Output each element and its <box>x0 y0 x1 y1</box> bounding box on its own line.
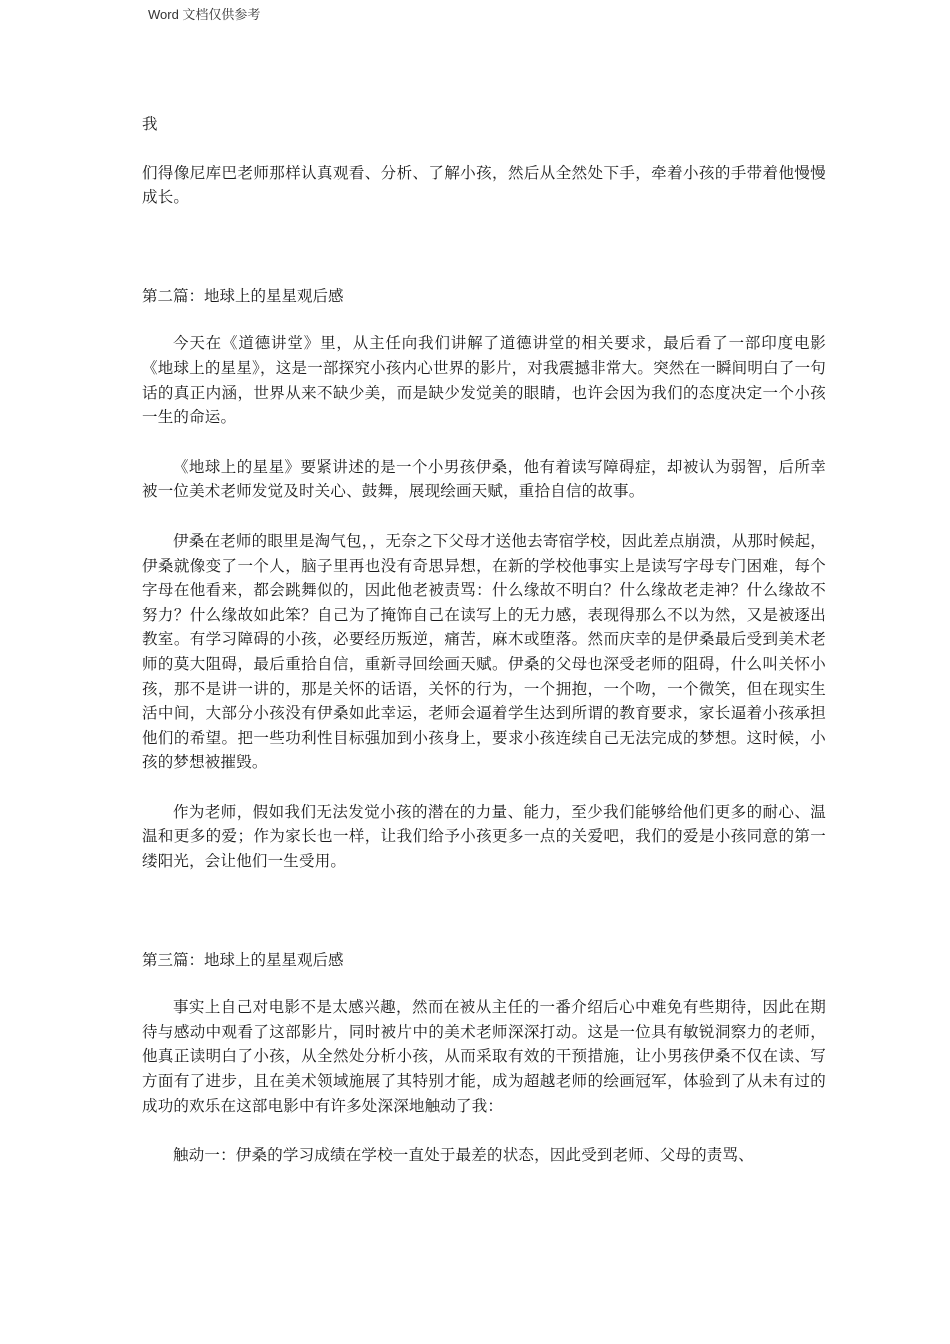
section2-paragraph-1: 今天在《道德讲堂》里，从主任向我们讲解了道德讲堂的相关要求，最后看了一部印度电影《地球上的星星》，这是一部探究小孩内心世界的影片，对我震撼非常大。突然在一瞬间明白了一句话的真正内涵，世界从来不缺少美，而是缺少发觉美的眼睛，也许会因为我们的态度决定一个小孩一生的命运。 <box>142 334 826 427</box>
section3-paragraph-2: 触动一：伊桑的学习成绩在学校一直处于最差的状态，因此受到老师、父母的责骂、 <box>173 1146 754 1165</box>
section2-paragraph-2: 《地球上的星星》要紧讲述的是一个小男孩伊桑，他有着读写障碍症，却被认为弱智，后所幸被一位美术老师发觉及时关心、鼓舞，展现绘画天赋，重拾自信的故事。 <box>142 457 826 501</box>
document-body <box>142 112 826 1168</box>
section2-paragraph-3: 伊桑在老师的眼里是淘气包，，无奈之下父母才送他去寄宿学校，因此差点崩溃，从那时候起，伊桑就像变了一个人，脑子里再也没有奇思异想，在新的学校他事实上是读写字母专门困难，每个字母在他看来，都会跳舞似的，因此他老被责骂：什么缘故不明白？什么缘故老走神？什么缘故不努力？什么缘故如此笨？自己为了掩饰自己在读写上的无力感，表现得那么不以为然，又是被逐出教室。有学习障碍的小孩，必要经历叛逆，痛苦，麻木或堕落。然而庆幸的是伊桑最后受到美术老师的莫大阻碍，最后重拾自信，重新寻回绘画天赋。伊桑的父母也深受老师的阻碍，什么叫关怀小孩，那不是讲一讲的，那是关怀的话语，关怀的行为，一个拥抱，一个吻，一个微笑，但在现实生活中间，大部分小孩没有伊桑如此幸运，老师会逼着学生达到所谓的教育要求，家长逼着小孩承担他们的希望。把一些功利性目标强加到小孩身上，要求小孩连续自己无法完成的梦想。这时候，小孩的梦想被摧毁。 <box>142 531 826 772</box>
section2-paragraph-4: 作为老师，假如我们无法发觉小孩的潜在的力量、能力，至少我们能够给他们更多的耐心、温温和更多的爱；作为家长也一样，让我们给予小孩更多一点的关爱吧，我们的爱是小孩同意的第一缕阳光，会让他们一生受用。 <box>142 802 826 871</box>
header-note: Word 文档仅供参考 <box>148 7 261 22</box>
section2-title: 第二篇：地球上的星星观后感 <box>142 286 344 305</box>
section3-paragraph-1: 事实上自己对电影不是太感兴趣，然而在被从主任的一番介绍后心中难免有些期待，因此在期待与感动中观看了这部影片，同时被片中的美术老师深深打动。这是一位具有敏锐洞察力的老师，他真正读明白了小孩，从全然处分析小孩，从而采取有效的干预措施，让小男孩伊桑不仅在读、写方面有了进步，且在美术领域施展了其特别才能，成为超越老师的绘画冠军，体验到了从未有过的成功的欢乐在这部电影中有许多处深深地触动了我： <box>142 998 826 1115</box>
section3-title: 第三篇：地球上的星星观后感 <box>142 950 344 969</box>
fragment-start: 我 <box>142 115 158 133</box>
fragment-continue: 们得像尼库巴老师那样认真观看、分析、了解小孩，然后从全然处下手，牵着小孩的手带着他慢慢成长。 <box>142 163 826 207</box>
